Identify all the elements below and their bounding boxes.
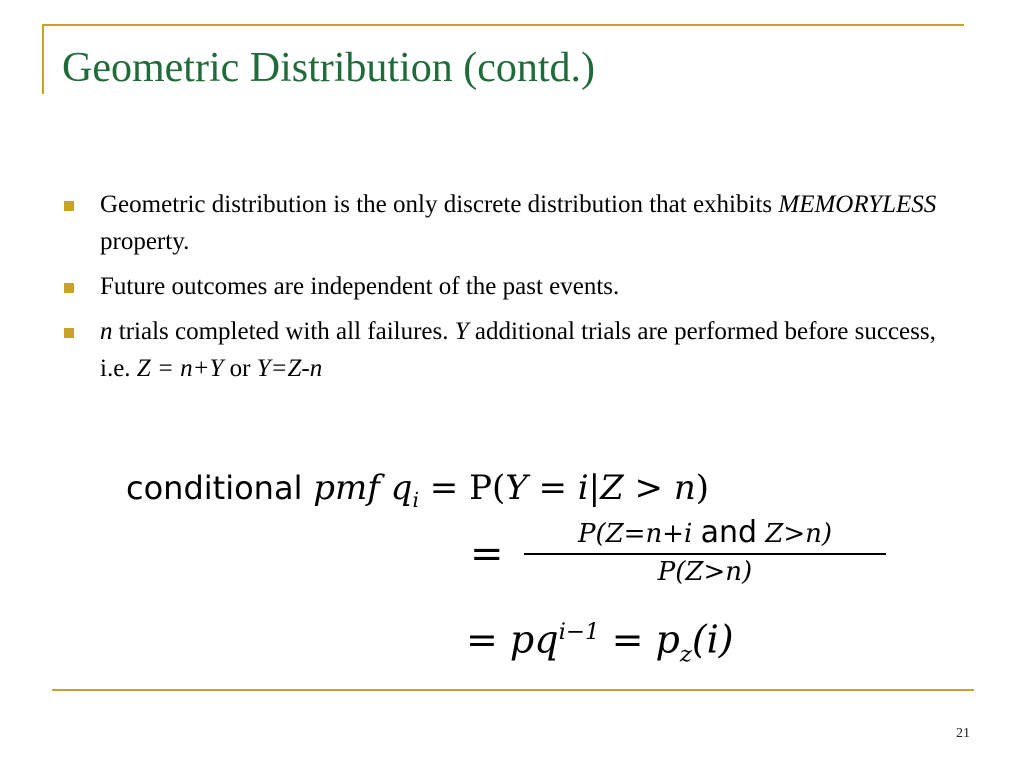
greater-than: > — [623, 468, 674, 508]
exponent: i−1 — [558, 619, 600, 645]
var-n: n — [100, 318, 113, 345]
bullet-list — [62, 186, 962, 395]
equals-sign: = — [527, 468, 578, 508]
conditional-label: conditional — [126, 469, 303, 507]
memoryless-term: MEMORYLESS — [778, 191, 937, 218]
bottom-rule — [52, 689, 974, 691]
var-i: i — [577, 468, 589, 508]
bullet-text: Geometric distribution is the only discrete distribution that exhibits — [100, 191, 779, 218]
and-word: and — [700, 515, 758, 550]
argument-i: (i) — [691, 617, 734, 662]
var-n: n — [309, 355, 323, 382]
bullet-text: additional trials are performed before success, i.e. — [100, 318, 936, 382]
p-term: p — [655, 617, 680, 662]
p-subscript: z — [679, 641, 692, 668]
pq-term: pq — [509, 617, 559, 662]
bullet-text: trials completed with all failures. — [112, 318, 455, 345]
fraction-denominator: P(Z>n) — [657, 557, 753, 587]
equals-sign: = — [599, 617, 656, 662]
square-bullet-icon — [64, 283, 74, 293]
equation-line-3 — [466, 604, 734, 682]
square-bullet-icon — [64, 328, 74, 338]
bullet-item-trials — [62, 313, 962, 387]
var-n: n — [180, 355, 193, 382]
slide-title: Geometric Distribution (contd.) — [62, 45, 596, 91]
probability-fraction — [524, 516, 886, 589]
given-bar: | — [588, 468, 601, 508]
square-bullet-icon — [64, 201, 74, 211]
bullet-text: = — [150, 355, 181, 382]
bullet-text: - — [301, 355, 310, 382]
pmf-term: pmf — [313, 468, 380, 508]
equals-sign: = — [466, 617, 510, 662]
close-paren: ) — [695, 468, 710, 508]
bullet-text: = — [270, 355, 288, 382]
var-z: Z — [287, 355, 302, 382]
var-y: Y — [454, 318, 469, 345]
left-rule — [42, 24, 44, 94]
q-term: $q_i$ — [390, 468, 419, 512]
var-y: Y — [256, 355, 271, 382]
var-z: Z — [600, 468, 624, 508]
bullet-text: + — [192, 355, 210, 382]
equals-sign-line-2: = — [470, 531, 504, 577]
equals-p-open: = P( — [429, 468, 506, 508]
bullet-text: or — [223, 355, 257, 382]
bullet-item-memoryless — [62, 186, 962, 260]
var-z: Z — [136, 355, 151, 382]
var-n: n — [673, 468, 696, 508]
bullet-text: Future outcomes are independent of the past events. — [100, 273, 620, 300]
fraction-numerator: P(Z=n+i and Z>n) — [577, 515, 833, 550]
top-rule — [42, 24, 964, 26]
var-y: Y — [505, 468, 528, 508]
page-number: 21 — [956, 726, 970, 741]
var-y: Y — [209, 355, 224, 382]
bullet-item-independence — [62, 268, 962, 305]
bullet-text: property. — [100, 228, 190, 255]
